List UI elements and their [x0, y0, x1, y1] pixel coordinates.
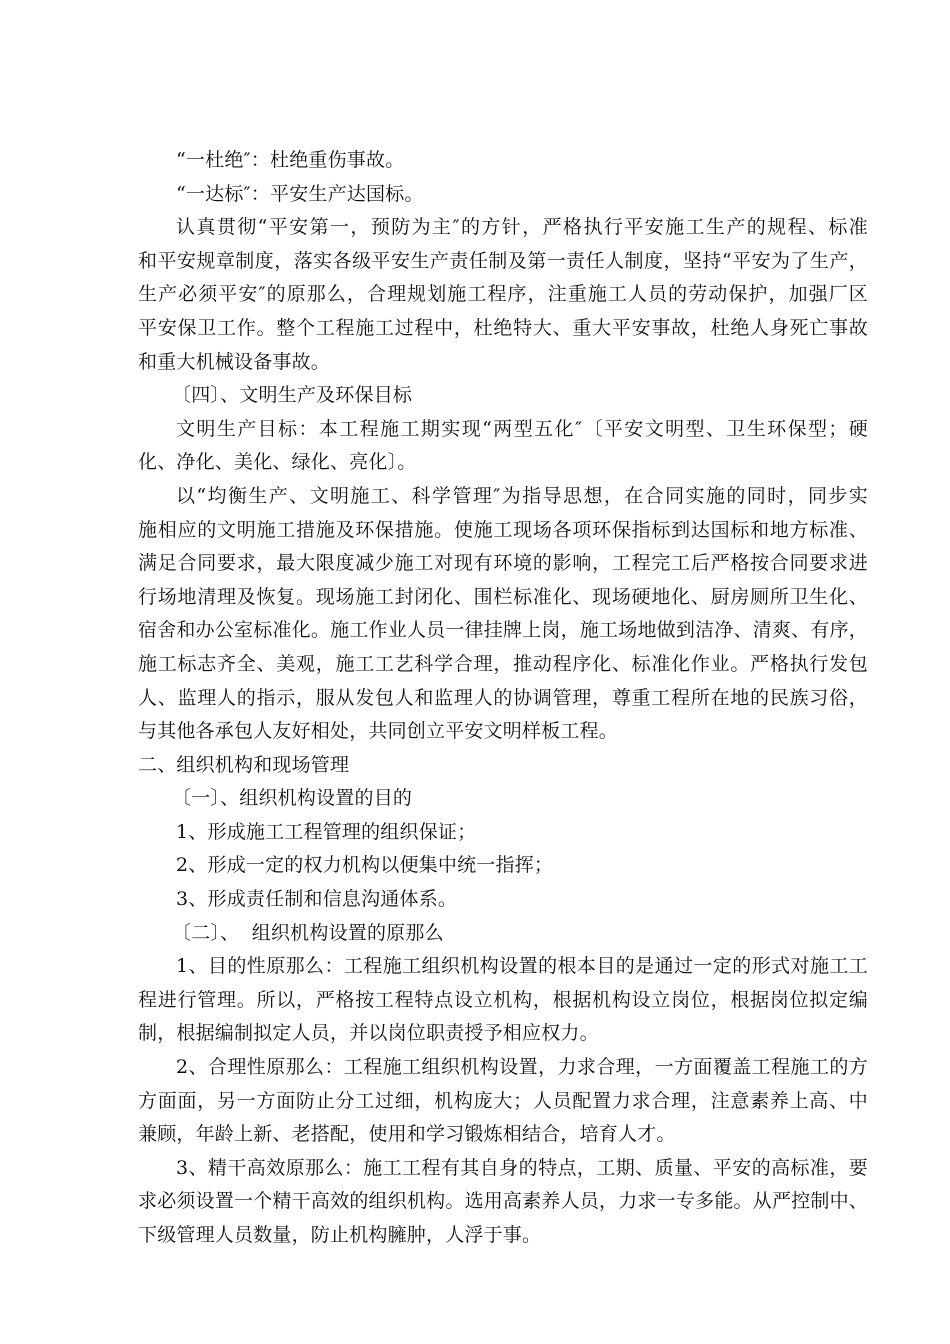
paragraph-line: 制，根据编制拟定人员，并以岗位职责授予相应权力。 [138, 1022, 599, 1045]
paragraph-line: 求必须设置一个精干高效的组织机构。选用高素养人员，力求一专多能。从严控制中、 [138, 1190, 868, 1213]
paragraph-line: 兼顾，年龄上新、老搭配，使用和学习锻炼相结合，培育人才。 [138, 1123, 676, 1146]
list-item: 1、形成施工工程管理的组织保证； [176, 820, 477, 843]
paragraph-line: 以“均衡生产、文明施工、科学管理″为指导思想，在合同实施的同时，同步实 [176, 484, 868, 507]
paragraph-line: 文明生产目标：本工程施工期实现“两型五化″〔平安文明型、卫生环保型；硬 [176, 417, 868, 440]
section-subheading: 〔四〕、文明生产及环保目标 [172, 384, 413, 407]
paragraph-line: 认真贯彻“平安第一，预防为主″的方针，严格执行平安施工生产的规程、标准 [176, 216, 868, 239]
paragraph-line: 和平安规章制度，落实各级平安生产责任制及第一责任人制度，坚持“平安为了生产， [138, 249, 868, 272]
paragraph-line: 程进行管理。所以，严格按工程特点设立机构，根据机构设立岗位，根据岗位拟定编 [138, 988, 868, 1011]
document-body [138, 144, 868, 1253]
section-subheading: 〔二〕、 组织机构设置的原那么 [172, 921, 444, 944]
section-subheading: 〔一〕、组织机构设置的目的 [172, 787, 413, 810]
paragraph-line: 1、目的性原那么：工程施工组织机构设置的根本目的是通过一定的形式对施工工 [176, 955, 868, 978]
section-heading: 二、组织机构和现场管理 [138, 753, 350, 776]
paragraph-line: 与其他各承包人友好相处，共同创立平安文明样板工程。 [138, 720, 619, 743]
paragraph-line: 方面面，另一方面防止分工过细，机构庞大；人员配置力求合理，注意素养上高、中 [138, 1089, 868, 1112]
paragraph-line: 满足合同要求，最大限度减少施工对现有环境的影响，工程完工后严格按合同要求进 [138, 552, 868, 575]
list-item: 3、形成责任制和信息沟通体系。 [176, 888, 458, 911]
paragraph-line: 生产必须平安″的原那么，合理规划施工程序，注重施工人员的劳动保护，加强厂区 [138, 283, 868, 306]
paragraph-line: 施相应的文明施工措施及环保措施。使施工现场各项环保指标到达国标和地方标准、 [138, 518, 868, 541]
paragraph-line: 下级管理人员数量，防止机构臃肿，人浮于事。 [138, 1224, 542, 1246]
paragraph-line: 宿舍和办公室标准化。施工作业人员一律挂牌上岗，施工场地做到洁净、清爽、有序， [138, 619, 868, 642]
paragraph-line: 行场地清理及恢复。现场施工封闭化、围栏标准化、现场硬地化、厨房厕所卫生化、 [138, 585, 868, 608]
paragraph-line: 平安保卫工作。整个工程施工过程中，杜绝特大、重大平安事故，杜绝人身死亡事故 [138, 316, 868, 339]
paragraph-line: 2、合理性原那么：工程施工组织机构设置，力求合理，一方面覆盖工程施工的方 [176, 1056, 868, 1079]
paragraph-line: “一杜绝″：杜绝重伤事故。 [176, 149, 405, 171]
paragraph-line: “一达标″：平安生产达国标。 [176, 182, 424, 205]
paragraph-line: 化、净化、美化、绿化、亮化〕。 [138, 451, 417, 474]
paragraph-line: 和重大机械设备事故。 [138, 350, 331, 373]
paragraph-line: 人、监理人的指示，服从发包人和监理人的协调管理，尊重工程所在地的民族习俗， [138, 686, 868, 709]
paragraph-line: 施工标志齐全、美观，施工工艺科学合理，推动程序化、标准化作业。严格执行发包 [138, 652, 868, 675]
list-item: 2、形成一定的权力机构以便集中统一指挥； [176, 854, 554, 877]
paragraph-line: 3、精干高效原那么：施工工程有其自身的特点，工期、质量、平安的高标准，要 [176, 1156, 868, 1179]
